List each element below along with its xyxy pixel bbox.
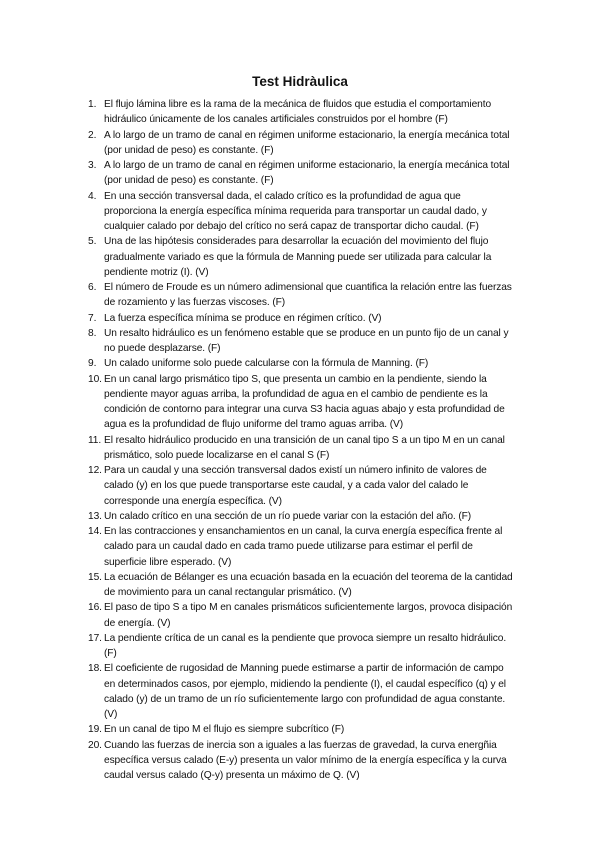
list-item bbox=[88, 189, 514, 235]
item-number: 11. bbox=[88, 434, 102, 446]
item-text: El coeficiente de rugosidad de Manning puede estimarse a partir de información de campo en determinados casos, por ejemplo, midiendo la pendiente (I), el caudal específico (q) y el calado (y) de un tramo de un río suficientemente largo con profundidad de agua constante. (V) bbox=[104, 663, 506, 720]
item-text: La ecuación de Bélanger es una ecuación basada en la ecuación del teorema de la cantidad de movimiento para un canal rectangular prismático. (V) bbox=[104, 571, 513, 598]
document-title: Test Hidràulica bbox=[252, 74, 348, 89]
list-item bbox=[88, 661, 514, 722]
item-number: 13. bbox=[88, 510, 102, 522]
item-text: La pendiente crítica de un canal es la pendiente que provoca siempre un resalto hidráulico. (F) bbox=[104, 632, 507, 659]
list-item bbox=[88, 234, 514, 280]
item-number: 7. bbox=[88, 312, 97, 324]
item-text: En una sección transversal dada, el calado crítico es la profundidad de agua que proporciona la energía específica mínima requerida para transportar un caudal dado, y cualquier calado por debajo del crítico no será capaz de transportar dicho caudal. (F) bbox=[104, 190, 487, 232]
item-text: El paso de tipo S a tipo M en canales prismáticos suficientemente largos, provoca disipación de energía. (V) bbox=[104, 602, 513, 629]
item-text: A lo largo de un tramo de canal en régimen uniforme estacionario, la energía mecánica total (por unidad de peso) es constante. (F) bbox=[104, 129, 510, 156]
item-number: 10. bbox=[88, 373, 102, 385]
list-item bbox=[88, 326, 514, 357]
item-text: Un calado crítico en una sección de un río puede variar con la estación del año. (F) bbox=[104, 510, 472, 522]
item-number: 2. bbox=[88, 129, 97, 141]
item-number: 16. bbox=[88, 602, 102, 614]
item-number: 12. bbox=[88, 465, 102, 476]
list-item bbox=[88, 158, 514, 189]
item-number: 5. bbox=[88, 236, 97, 248]
list-item bbox=[88, 433, 514, 464]
list-item bbox=[88, 356, 514, 371]
item-text: Una de las hipótesis considerades para desarrollar la ecuación del movimiento del flujo gradualmente variado es que la fórmula de Manning puede ser utilizada para calcular la pendiente motriz (I). (V) bbox=[104, 236, 492, 278]
item-number: 17. bbox=[88, 632, 102, 644]
item-text: La fuerza específica mínima se produce en régimen crítico. (V) bbox=[104, 312, 382, 324]
list-item bbox=[88, 463, 514, 509]
list-item bbox=[88, 311, 514, 326]
item-number: 9. bbox=[88, 358, 97, 370]
list-item bbox=[88, 97, 514, 128]
item-text: En las contracciones y ensanchamientos en un canal, la curva energía específica frente al calado para un caudal dado en cada tramo puede utilizarse para estimar el perfil de superficie libre esperado. (V) bbox=[104, 526, 503, 568]
item-number: 19. bbox=[88, 724, 102, 736]
list-item bbox=[88, 722, 514, 737]
list-item bbox=[88, 738, 514, 784]
item-number: 3. bbox=[88, 160, 97, 171]
item-number: 15. bbox=[88, 571, 102, 583]
item-text: Un resalto hidráulico es un fenómeno estable que se produce en un punto fijo de un canal y no puede desplazarse. (F) bbox=[104, 327, 509, 354]
item-text: En un canal largo prismático tipo S, que presenta un cambio en la pendiente, siendo la pendiente mayor aguas arriba, la profundidad de agua en el cambio de pendiente es la condición de contorno para integrar una curva S3 hacia aguas abajo y esta profundidad de agua es la profundidad de flujo uniforme del tramo aguas arriba. (V) bbox=[104, 373, 505, 431]
list-item bbox=[88, 509, 514, 524]
list-item bbox=[88, 128, 514, 159]
item-text: Un calado uniforme solo puede calcularse con la fórmula de Manning. (F) bbox=[104, 358, 429, 370]
item-number: 20. bbox=[88, 739, 102, 751]
item-text: El número de Froude es un número adimensional que cuantifica la relación entre las fuerzas de rozamiento y las fuerzas viscoses. (F) bbox=[104, 282, 512, 309]
item-text: Cuando las fuerzas de inercia son a iguales a las fuerzas de gravedad, la curva energñia específica versus calado (E-y) presenta un valor mínimo de la energía específica y la curva caudal versus calado (Q-y) presenta un máximo de Q. (V) bbox=[104, 739, 507, 781]
question-list bbox=[88, 97, 514, 783]
item-text: Para un caudal y una sección transversal dados existí un número infinito de valores de calado (y) en los que puede transportarse este caudal, y a cada valor del calado le corresponde una energía específica. (V) bbox=[104, 465, 487, 507]
list-item bbox=[88, 372, 514, 433]
list-item bbox=[88, 280, 514, 311]
item-text: El resalto hidráulico producido en una transición de un canal tipo S a un tipo M en un canal prismático, solo puede localizarse en el canal S (F) bbox=[104, 434, 505, 461]
item-number: 4. bbox=[88, 190, 97, 202]
item-number: 1. bbox=[88, 99, 97, 110]
item-number: 8. bbox=[88, 327, 97, 339]
item-text: El flujo lámina libre es la rama de la mecánica de fluidos que estudia el comportamiento hidráulico únicamente de los canales artificiales construidos por el hombre (F) bbox=[104, 99, 492, 126]
list-item bbox=[88, 600, 514, 631]
item-text: En un canal de tipo M el flujo es siempre subcrítico (F) bbox=[104, 724, 345, 736]
list-item bbox=[88, 631, 514, 662]
item-text: A lo largo de un tramo de canal en régimen uniforme estacionario, la energía mecánica total (por unidad de peso) es constante. (F) bbox=[104, 160, 510, 187]
item-number: 6. bbox=[88, 282, 97, 293]
item-number: 14. bbox=[88, 526, 102, 537]
item-number: 18. bbox=[88, 663, 102, 675]
list-item bbox=[88, 524, 514, 570]
list-item bbox=[88, 570, 514, 601]
